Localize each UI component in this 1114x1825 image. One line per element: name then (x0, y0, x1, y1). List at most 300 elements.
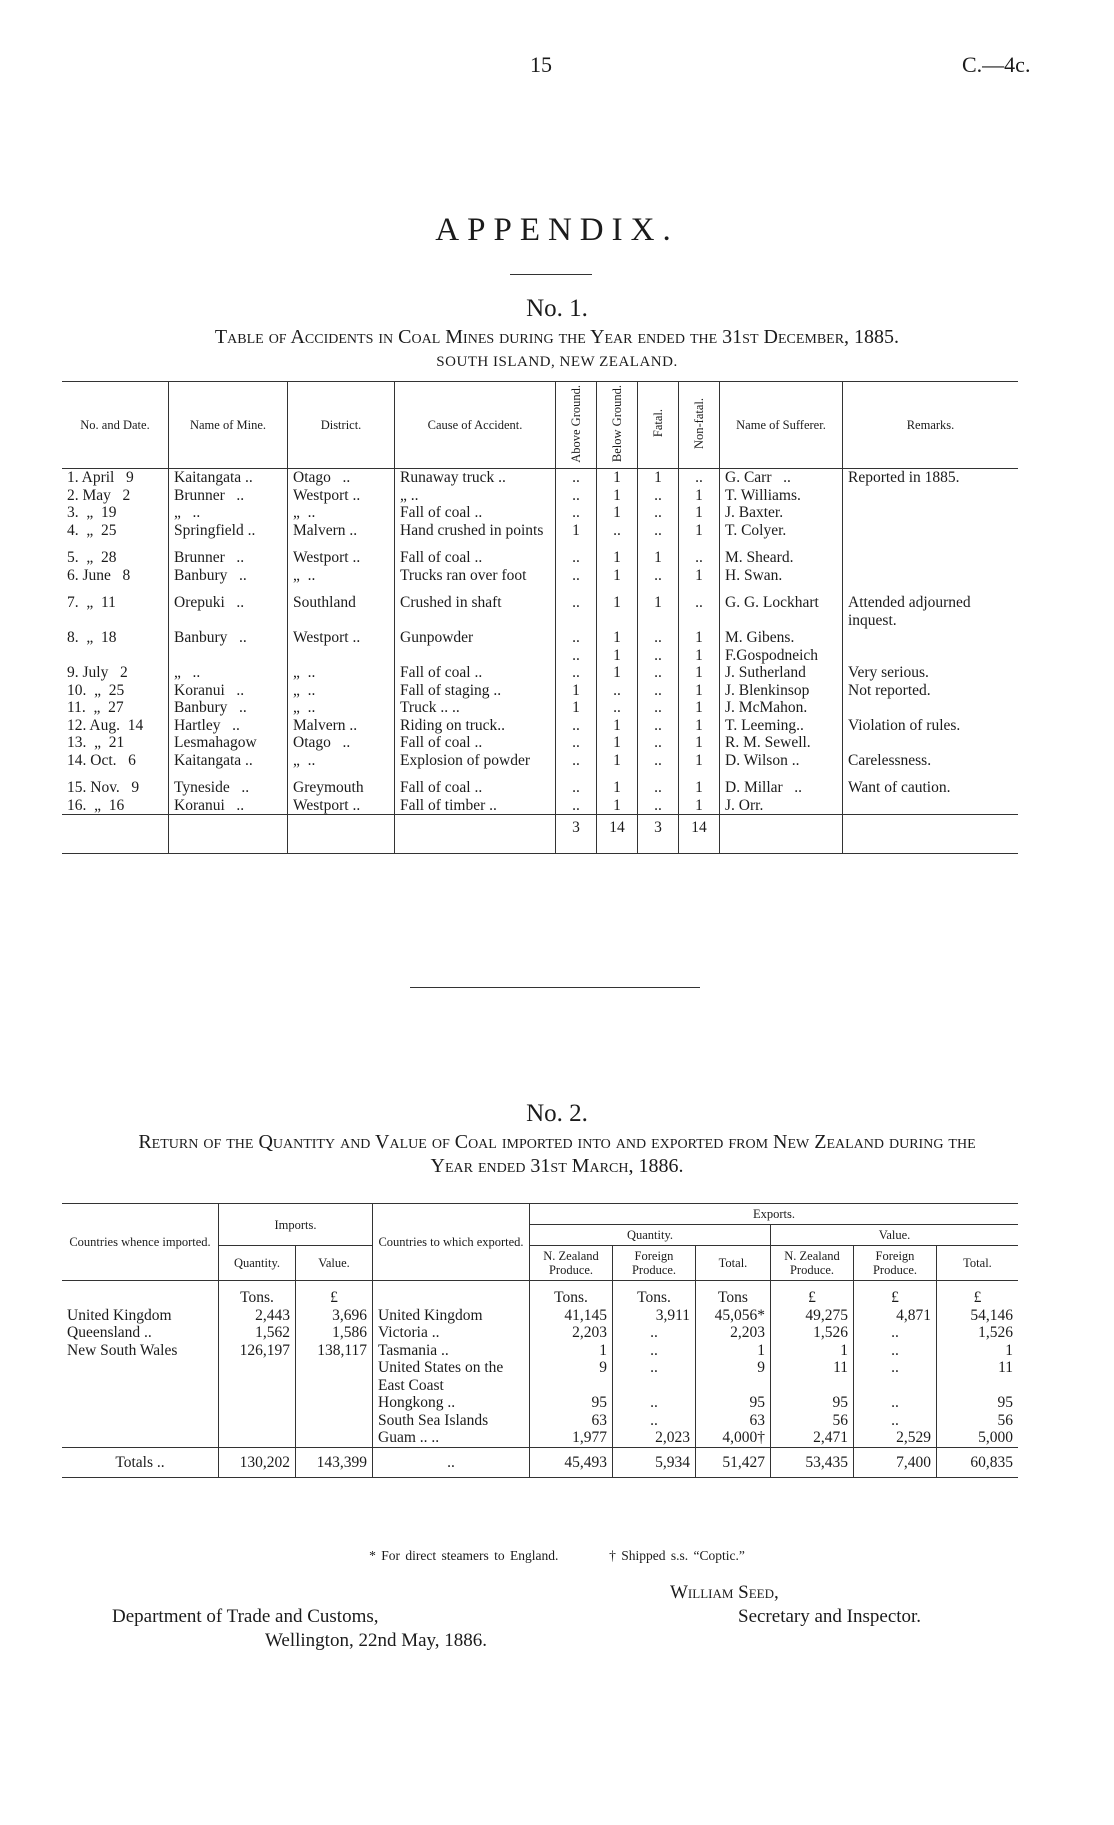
accident-cell-no-date: 2. May 2 (67, 486, 131, 504)
accident-cell-nonfatal: 1 (679, 504, 720, 522)
export-total-value: 11 (937, 1359, 1019, 1394)
trade-row (62, 1412, 1018, 1430)
accident-cell-below: 1 (597, 567, 638, 585)
accident-cell-sufferer: J. Sutherland (720, 664, 843, 682)
unit-import-value: £ (296, 1281, 373, 1307)
accident-cell-no-date: 6. June 8 (67, 566, 131, 584)
coal-trade-table (62, 1203, 1018, 1478)
accident-row (62, 699, 1018, 717)
spacer-cell (169, 841, 288, 854)
accident-cell-above: .. (556, 504, 597, 522)
export-nz-qty: 95 (530, 1394, 613, 1412)
accident-cell-below: 1 (597, 504, 638, 522)
section-divider (410, 987, 700, 988)
unit-export: Tons. (613, 1281, 696, 1307)
accident-cell-district: Otago .. (288, 469, 395, 487)
import-blank (219, 1429, 296, 1447)
spacer-cell (720, 841, 843, 854)
accident-total-blank (169, 815, 288, 841)
export-total-value: 54,146 (937, 1307, 1019, 1325)
accident-row (62, 629, 1018, 664)
accident-cell-below: 1 (597, 469, 638, 487)
unit-export: £ (937, 1281, 1019, 1307)
accident-cell-nonfatal: .. (679, 539, 720, 567)
export-total-value: 1 (937, 1342, 1019, 1360)
accident-cell-nonfatal: 1 (679, 522, 720, 540)
col-countries-exported: Countries to which exported. (373, 1204, 530, 1281)
trade-row (62, 1359, 1018, 1394)
accident-cell-remarks (843, 504, 1019, 522)
col-below-label: Below Ground. (610, 384, 624, 463)
accident-cell-district: „ .. (288, 682, 395, 700)
export-foreign-value: 2,529 (854, 1429, 937, 1447)
accident-totals-row (62, 815, 1018, 841)
accident-cell-mine: Kaitangata .. (169, 752, 288, 770)
col-above (556, 382, 597, 469)
accident-cell-sufferer: D. Wilson .. (720, 752, 843, 770)
accident-cell-no-date: 15. Nov. 9 (67, 779, 140, 796)
accident-cell-mine: Brunner .. (169, 539, 288, 567)
import-value: 138,117 (296, 1342, 373, 1360)
export-nz-value: 95 (771, 1394, 854, 1412)
export-country: Hongkong .. (373, 1394, 530, 1412)
export-total-qty: 63 (696, 1412, 771, 1430)
accident-total-below: 14 (597, 815, 638, 841)
accident-cell-below: 1 (597, 664, 638, 682)
accident-cell-no-date: 9. July 2 (67, 664, 128, 681)
total-value: 60,835 (937, 1447, 1019, 1478)
accident-cell-remarks (843, 629, 1019, 664)
accident-row (62, 752, 1018, 770)
spacer-cell (597, 841, 638, 854)
accident-cell-sufferer: J. Blenkinsop (720, 682, 843, 700)
table2-caption: Return of the Quantity and Value of Coal imported into and exported from New Zealand during the Year ended 31st March, 1886. (138, 1131, 976, 1177)
import-quantity: 126,197 (219, 1342, 296, 1360)
trade-row (62, 1429, 1018, 1447)
trade-row (62, 1307, 1018, 1325)
trade-row (62, 1342, 1018, 1360)
accident-cell-below: 1 (597, 584, 638, 629)
accident-row (62, 769, 1018, 797)
accident-cell-sufferer: M. Gibens. F.Gospodneich (720, 629, 843, 664)
export-foreign-value: .. (854, 1394, 937, 1412)
col-nonfatal (679, 382, 720, 469)
import-blank (62, 1394, 219, 1412)
accident-cell-no-date: 7. „ 11 (67, 594, 116, 611)
accident-total-blank (843, 815, 1019, 841)
export-foreign-value: .. (854, 1342, 937, 1360)
table1-caption: Table of Accidents in Coal Mines during the Year ended the 31st December, 1885. (214, 326, 900, 348)
document-reference: C.—4c. (962, 52, 1031, 77)
spacer-cell (288, 841, 395, 854)
import-value: 1,586 (296, 1324, 373, 1342)
accident-cell-fatal: .. (638, 752, 679, 770)
accident-cell-cause: Truck .. .. (395, 699, 556, 717)
col-import-quantity: Quantity. (219, 1246, 296, 1281)
export-total-qty: 9 (696, 1359, 771, 1394)
accident-cell-above: 1 (556, 682, 597, 700)
total-qty: 51,427 (696, 1447, 771, 1478)
page-number: 15 (530, 52, 552, 77)
accidents-table (62, 381, 1018, 854)
spacer-cell (843, 841, 1019, 854)
accident-cell-cause: Gunpowder (395, 629, 556, 664)
signatory-title: Secretary and Inspector. (738, 1606, 922, 1627)
accident-cell-below: 1 (597, 769, 638, 797)
accident-cell-district: Westport .. (288, 797, 395, 815)
export-country: Guam .. .. (373, 1429, 530, 1447)
accident-cell-above: .. (556, 469, 597, 487)
accident-cell-district: Otago .. (288, 734, 395, 752)
department: Department of Trade and Customs, (112, 1606, 379, 1627)
unit-export: Tons. (530, 1281, 613, 1307)
accident-cell-no-date: 1. April 9 (67, 469, 134, 486)
export-foreign-value: .. (854, 1412, 937, 1430)
accidents-header-row (62, 382, 1018, 469)
spacer-cell (638, 841, 679, 854)
export-total-value: 5,000 (937, 1429, 1019, 1447)
accident-cell-fatal: .. (638, 522, 679, 540)
appendix-title: APPENDIX. (435, 212, 679, 248)
title-rule (510, 274, 592, 275)
accident-cell-district: „ .. (288, 504, 395, 522)
accident-row (62, 504, 1018, 522)
unit-import-qty: Tons. (219, 1281, 296, 1307)
export-country: Victoria .. (373, 1324, 530, 1342)
accident-total-above: 3 (556, 815, 597, 841)
accident-cell-cause: Hand crushed in points (395, 522, 556, 540)
accident-cell-no-date: 13. „ 21 (67, 734, 125, 751)
trade-totals-row (62, 1447, 1018, 1478)
export-nz-value: 49,275 (771, 1307, 854, 1325)
accident-cell-above: .. (556, 567, 597, 585)
export-country: United Kingdom (373, 1307, 530, 1325)
accident-cell-mine: Tyneside .. (169, 769, 288, 797)
accident-cell-no-date: 12. Aug. 14 (67, 716, 144, 734)
accident-cell-sufferer: R. M. Sewell. (720, 734, 843, 752)
accident-cell-remarks: Not reported. (843, 682, 1019, 700)
col-below (597, 382, 638, 469)
accident-cell-below: 1 (597, 752, 638, 770)
accident-cell-remarks (843, 734, 1019, 752)
accident-cell-nonfatal: 1 (679, 752, 720, 770)
accident-cell-remarks: Carelessness. (843, 752, 1019, 770)
export-foreign-qty: .. (613, 1412, 696, 1430)
accident-cell-mine: Brunner .. (169, 487, 288, 505)
accident-cell-remarks (843, 567, 1019, 585)
accident-cell-fatal: 1 (638, 539, 679, 567)
col-district: District. (288, 382, 395, 469)
accident-cell-cause: Fall of staging .. (395, 682, 556, 700)
accident-cell-nonfatal: 1 (679, 682, 720, 700)
accident-cell-below: 1 1 (597, 629, 638, 664)
accident-cell-sufferer: M. Sheard. (720, 539, 843, 567)
col-exports: Exports. (530, 1204, 1019, 1225)
accident-cell-mine: Banbury .. (169, 567, 288, 585)
accident-cell-remarks (843, 522, 1019, 540)
accident-cell-fatal: .. (638, 769, 679, 797)
accident-cell-mine: Koranui .. (169, 797, 288, 815)
unit-export: £ (771, 1281, 854, 1307)
table1-region: SOUTH ISLAND, NEW ZEALAND. (436, 354, 678, 370)
accident-row (62, 487, 1018, 505)
export-nz-qty: 2,203 (530, 1324, 613, 1342)
accident-cell-cause: Fall of coal .. (395, 734, 556, 752)
accident-total-blank (62, 815, 169, 841)
import-country: New South Wales (67, 1341, 178, 1359)
accident-cell-cause: Fall of timber .. (395, 797, 556, 815)
accident-cell-fatal: .. (638, 567, 679, 585)
accident-cell-mine: „ .. (169, 664, 288, 682)
accident-cell-remarks (843, 797, 1019, 815)
accident-total-fatal: 3 (638, 815, 679, 841)
accident-cell-district: Malvern .. (288, 717, 395, 735)
spacer-cell (395, 841, 556, 854)
import-blank (62, 1412, 219, 1430)
total-import-value: 143,399 (296, 1447, 373, 1478)
accident-cell-below: 1 (597, 539, 638, 567)
import-blank (62, 1429, 219, 1447)
import-blank (219, 1394, 296, 1412)
accident-cell-district: „ .. (288, 567, 395, 585)
col-foreign-value: Foreign Produce. (854, 1246, 937, 1281)
accident-cell-fatal: .. (638, 664, 679, 682)
export-nz-qty: 63 (530, 1412, 613, 1430)
col-nz-qty: N. Zealand Produce. (530, 1246, 613, 1281)
accident-cell-sufferer: J. McMahon. (720, 699, 843, 717)
accidents-body (62, 469, 1018, 854)
location-date: Wellington, 22nd May, 1886. (265, 1630, 488, 1651)
accident-cell-fatal: 1 (638, 469, 679, 487)
total-nz-qty: 45,493 (530, 1447, 613, 1478)
accident-cell-mine: Orepuki .. (169, 584, 288, 629)
total-foreign-value: 7,400 (854, 1447, 937, 1478)
accident-cell-remarks (843, 699, 1019, 717)
accident-cell-fatal: .. (638, 504, 679, 522)
import-quantity: 2,443 (219, 1307, 296, 1325)
accident-cell-nonfatal: .. (679, 469, 720, 487)
accident-row (62, 664, 1018, 682)
accident-cell-nonfatal: 1 (679, 734, 720, 752)
accident-cell-district: Malvern .. (288, 522, 395, 540)
col-mine: Name of Mine. (169, 382, 288, 469)
export-total-qty: 45,056* (696, 1307, 771, 1325)
footnotes (0, 1548, 1114, 1564)
export-nz-value: 1,526 (771, 1324, 854, 1342)
col-remarks: Remarks. (843, 382, 1019, 469)
accident-cell-sufferer: D. Millar .. (720, 769, 843, 797)
accident-cell-sufferer: H. Swan. (720, 567, 843, 585)
accident-row (62, 567, 1018, 585)
total-export-country: .. (373, 1447, 530, 1478)
accident-cell-remarks: Very serious. (843, 664, 1019, 682)
export-total-value: 95 (937, 1394, 1019, 1412)
col-fatal (638, 382, 679, 469)
accident-row (62, 734, 1018, 752)
accident-cell-district: Greymouth (288, 769, 395, 797)
import-blank (219, 1359, 296, 1394)
units-row (62, 1281, 1018, 1307)
accident-cell-cause: Fall of coal .. (395, 504, 556, 522)
export-foreign-qty: 3,911 (613, 1307, 696, 1325)
accident-cell-remarks: Reported in 1885. (843, 469, 1019, 487)
total-import-qty: 130,202 (219, 1447, 296, 1478)
accident-row (62, 522, 1018, 540)
accident-cell-cause: Fall of coal .. (395, 539, 556, 567)
col-imports: Imports. (219, 1204, 373, 1246)
accident-cell-district: Westport .. (288, 539, 395, 567)
accident-row (62, 539, 1018, 567)
col-nz-value: N. Zealand Produce. (771, 1246, 854, 1281)
accident-cell-remarks: Want of caution. (843, 769, 1019, 797)
export-foreign-qty: .. (613, 1342, 696, 1360)
export-foreign-qty: 2,023 (613, 1429, 696, 1447)
export-country: South Sea Islands (373, 1412, 530, 1430)
accident-cell-nonfatal: 1 (679, 487, 720, 505)
col-import-value: Value. (296, 1246, 373, 1281)
accident-cell-above: .. (556, 539, 597, 567)
accident-cell-no-date: 5. „ 28 (67, 549, 117, 566)
col-export-quantity: Quantity. (530, 1225, 771, 1246)
unit-blank (62, 1281, 219, 1307)
accident-cell-no-date: 3. „ 19 (67, 504, 117, 521)
col-fatal-label: Fatal. (651, 409, 665, 438)
accident-cell-above: .. (556, 797, 597, 815)
accident-cell-cause: Fall of coal .. (395, 664, 556, 682)
accident-cell-below: .. (597, 522, 638, 540)
export-total-qty: 4,000† (696, 1429, 771, 1447)
import-country: Queensland .. (67, 1324, 152, 1341)
accident-cell-no-date: 14. Oct. 6 (67, 751, 136, 769)
coal-trade-body (62, 1281, 1018, 1478)
import-value: 3,696 (296, 1307, 373, 1325)
table2-number: No. 2. (526, 1100, 588, 1127)
accident-cell-remarks (843, 539, 1019, 567)
unit-export: Tons (696, 1281, 771, 1307)
accident-cell-mine: Kaitangata .. (169, 469, 288, 487)
accident-cell-nonfatal: 1 (679, 567, 720, 585)
export-nz-value: 1 (771, 1342, 854, 1360)
accident-cell-above: .. (556, 734, 597, 752)
accident-cell-no-date: 11. „ 27 (67, 699, 124, 716)
export-foreign-qty: .. (613, 1394, 696, 1412)
table1-number: No. 1. (526, 295, 588, 322)
accident-cell-below: 1 (597, 734, 638, 752)
export-total-value: 1,526 (937, 1324, 1019, 1342)
export-nz-value: 56 (771, 1412, 854, 1430)
accident-total-nonfatal: 14 (679, 815, 720, 841)
accident-cell-above: 1 (556, 522, 597, 540)
accident-cell-sufferer: J. Baxter. (720, 504, 843, 522)
accident-cell-mine: Koranui .. (169, 682, 288, 700)
export-nz-qty: 9 (530, 1359, 613, 1394)
total-nz-value: 53,435 (771, 1447, 854, 1478)
accident-cell-below: 1 (597, 797, 638, 815)
accident-cell-fatal: .. (638, 699, 679, 717)
export-nz-qty: 41,145 (530, 1307, 613, 1325)
accident-cell-remarks: Violation of rules. (843, 717, 1019, 735)
spacer-cell (556, 841, 597, 854)
accident-cell-above: .. (556, 717, 597, 735)
col-no-date: No. and Date. (62, 382, 169, 469)
accident-cell-mine: Springfield .. (169, 522, 288, 540)
accident-cell-fatal: .. (638, 487, 679, 505)
accident-cell-district: „ .. (288, 664, 395, 682)
trade-row (62, 1394, 1018, 1412)
accident-row (62, 682, 1018, 700)
accident-cell-district: Westport .. (288, 487, 395, 505)
import-quantity: 1,562 (219, 1324, 296, 1342)
accident-cell-nonfatal: 1 (679, 797, 720, 815)
import-blank (296, 1359, 373, 1394)
accident-cell-remarks: Attended adjourned inquest. (843, 584, 1019, 629)
import-blank (219, 1412, 296, 1430)
totals-label: Totals .. (62, 1447, 219, 1478)
accident-cell-no-date: 4. „ 25 (67, 521, 117, 539)
export-foreign-value: 4,871 (854, 1307, 937, 1325)
accident-cell-district: Westport .. (288, 629, 395, 664)
import-blank (296, 1429, 373, 1447)
accident-cell-nonfatal: 1 (679, 769, 720, 797)
accident-cell-cause: Explosion of powder (395, 752, 556, 770)
footnote-1: * For direct steamers to England. (369, 1548, 559, 1563)
accident-cell-sufferer: T. Leeming.. (720, 717, 843, 735)
accident-cell-sufferer: T. Colyer. (720, 522, 843, 540)
import-blank (296, 1394, 373, 1412)
accident-cell-fatal: .. .. (638, 629, 679, 664)
accident-cell-below: 1 (597, 717, 638, 735)
accident-cell-district: Southland (288, 584, 395, 629)
accident-row (62, 717, 1018, 735)
export-nz-qty: 1,977 (530, 1429, 613, 1447)
accident-total-blank (288, 815, 395, 841)
accident-cell-fatal: 1 (638, 584, 679, 629)
accident-cell-nonfatal: 1 (679, 699, 720, 717)
trade-row (62, 1324, 1018, 1342)
col-export-value: Value. (771, 1225, 1019, 1246)
accident-cell-cause: Fall of coal .. (395, 769, 556, 797)
accident-cell-nonfatal: .. (679, 584, 720, 629)
accident-cell-district: „ .. (288, 752, 395, 770)
unit-blank (373, 1281, 530, 1307)
accident-cell-district: „ .. (288, 699, 395, 717)
export-country: Tasmania .. (373, 1342, 530, 1360)
accident-cell-no-date: 16. „ 16 (67, 796, 125, 814)
accident-cell-above: .. (556, 664, 597, 682)
export-total-value: 56 (937, 1412, 1019, 1430)
accident-cell-cause: Riding on truck.. (395, 717, 556, 735)
accident-cell-fatal: .. (638, 797, 679, 815)
accident-cell-no-date: 8. „ 18 (67, 629, 117, 646)
accident-cell-above: .. (556, 487, 597, 505)
accident-cell-nonfatal: 1 (679, 717, 720, 735)
export-nz-qty: 1 (530, 1342, 613, 1360)
export-foreign-value: .. (854, 1359, 937, 1394)
total-foreign-qty: 5,934 (613, 1447, 696, 1478)
accident-cell-cause: „ .. (395, 487, 556, 505)
accident-cell-cause: Runaway truck .. (395, 469, 556, 487)
export-nz-value: 2,471 (771, 1429, 854, 1447)
accident-cell-mine: Banbury .. (169, 699, 288, 717)
accident-cell-mine: Hartley .. (169, 717, 288, 735)
accident-cell-cause: Trucks ran over foot (395, 567, 556, 585)
col-countries-imported: Countries whence imported. (62, 1204, 219, 1281)
import-blank (296, 1412, 373, 1430)
accident-cell-fatal: .. (638, 734, 679, 752)
accident-cell-mine: Lesmahagow (169, 734, 288, 752)
accident-cell-cause: Crushed in shaft (395, 584, 556, 629)
accident-cell-above: .. .. (556, 629, 597, 664)
